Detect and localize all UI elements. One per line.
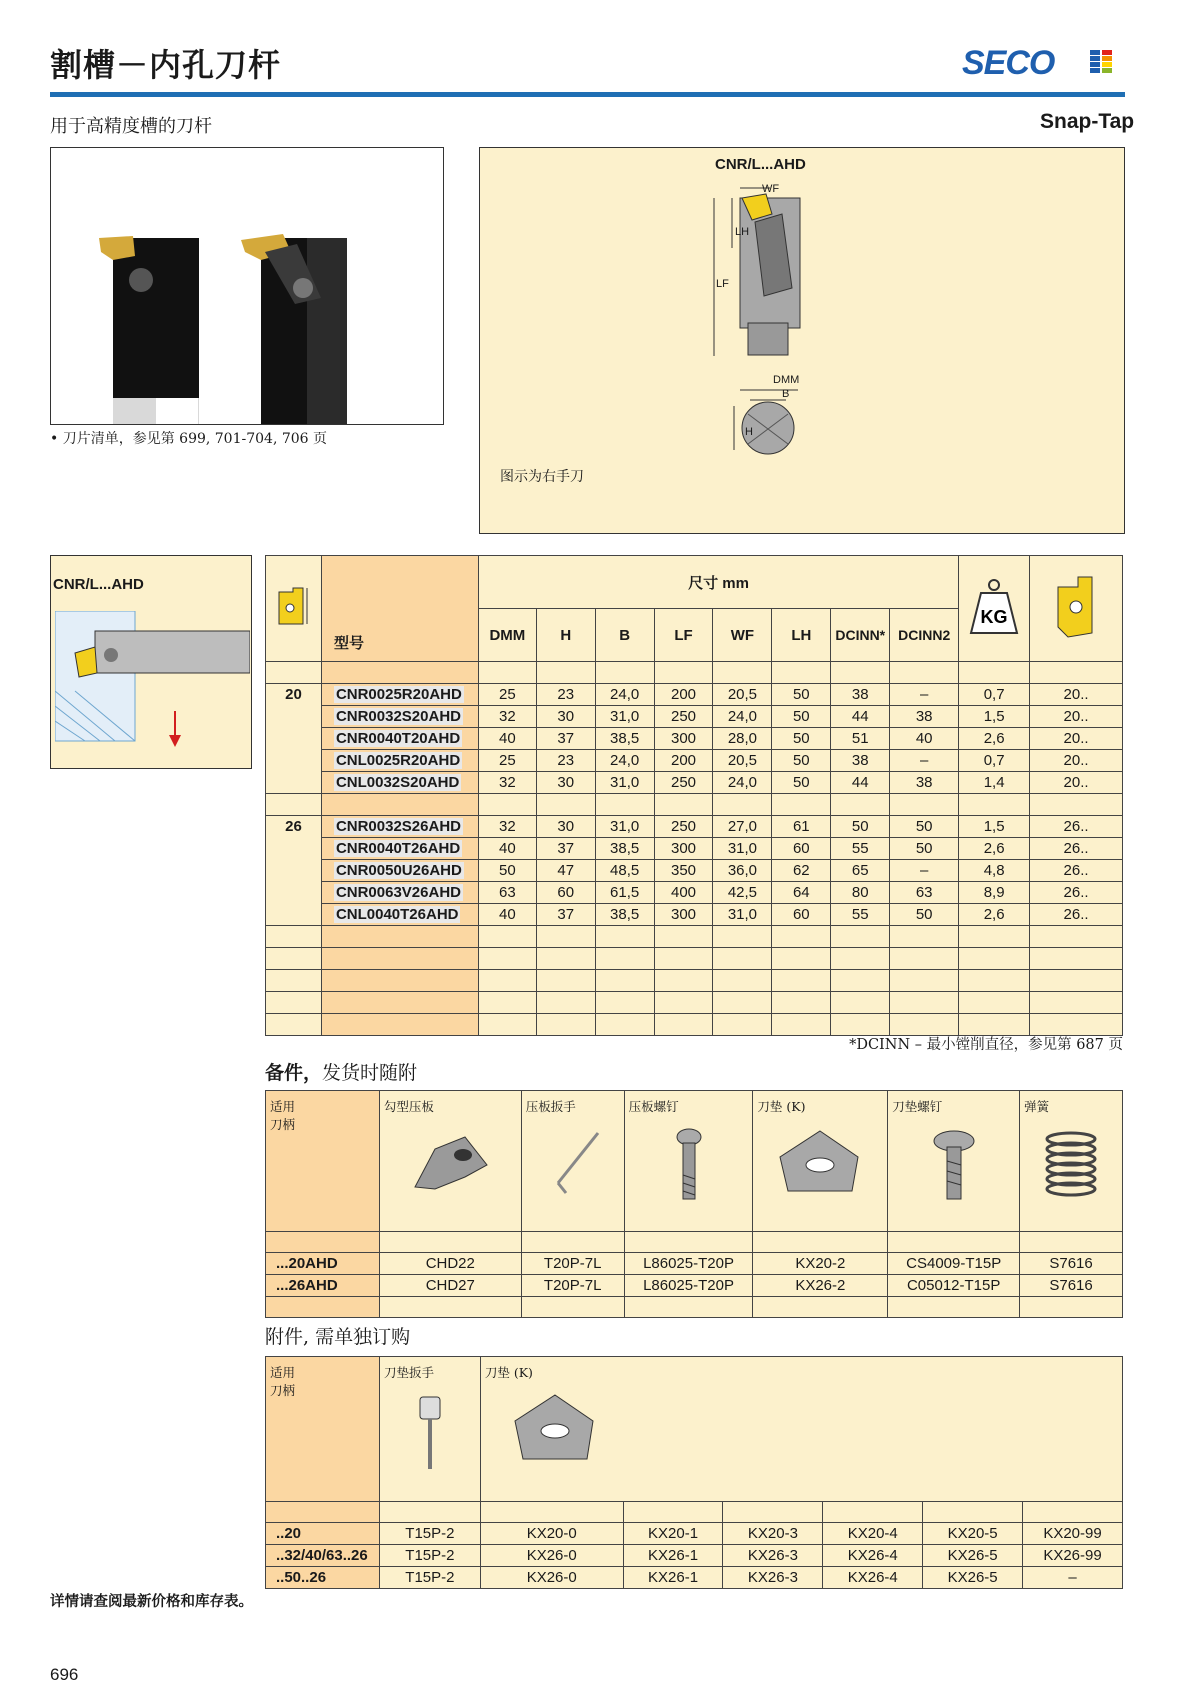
model-cell <box>321 706 478 728</box>
weight-header <box>959 556 1030 662</box>
table-row <box>266 860 1123 882</box>
spares-header-clamp <box>379 1091 521 1232</box>
value-cell: 20,5 <box>713 750 772 772</box>
part-number-cell: KX26-2 <box>753 1275 888 1297</box>
product-line-label: Snap-Tap <box>1040 110 1135 133</box>
shim-screw-label: 刀垫螺钉 <box>892 1099 943 1114</box>
value-cell: 51 <box>831 728 890 750</box>
value-cell: 62 <box>772 860 831 882</box>
value-cell: 24,0 <box>713 772 772 794</box>
value-cell: 26.. <box>1030 838 1123 860</box>
value-cell: 250 <box>654 772 713 794</box>
part-number-cell: KX26-4 <box>823 1545 923 1567</box>
value-cell: 40 <box>478 728 536 750</box>
dim-lh: LH <box>735 226 750 238</box>
weight-icon <box>969 575 1019 639</box>
part-number-cell: – <box>1023 1567 1123 1589</box>
value-cell: 50 <box>772 772 831 794</box>
part-number-cell: CS4009-T15P <box>888 1253 1020 1275</box>
value-cell: 65 <box>831 860 890 882</box>
mini-diagram-label: CNR/L...AHD <box>53 576 144 593</box>
model-cell <box>321 728 478 750</box>
spares-title <box>265 1058 417 1085</box>
value-cell: 26.. <box>1030 904 1123 926</box>
value-cell: 38,5 <box>595 838 654 860</box>
insert-size-icon <box>275 584 311 630</box>
value-cell: 200 <box>654 750 713 772</box>
model-code: CNL0040T26AHD <box>335 906 459 923</box>
table-row <box>266 1275 1123 1297</box>
value-cell: 2,6 <box>959 904 1030 926</box>
model-code: CNL0025R20AHD <box>335 752 461 769</box>
clamp-screw-icon <box>669 1127 709 1203</box>
value-cell: 50 <box>890 904 959 926</box>
value-cell: 31,0 <box>595 816 654 838</box>
value-cell: 50 <box>478 860 536 882</box>
part-number-cell: KX20-2 <box>753 1253 888 1275</box>
table-row <box>266 1523 1123 1545</box>
table-row <box>266 904 1123 926</box>
accessories-header-holder: 适用 刀柄 <box>266 1357 380 1502</box>
part-number-cell: T20P-7L <box>521 1275 624 1297</box>
part-number-cell: T15P-2 <box>379 1567 480 1589</box>
spares-header-shim <box>753 1091 888 1232</box>
insert-type-header <box>1030 556 1123 662</box>
value-cell: 36,0 <box>713 860 772 882</box>
value-cell: 24,0 <box>595 750 654 772</box>
model-code: CNR0032S20AHD <box>335 708 461 725</box>
clamp-key-icon <box>538 1127 608 1197</box>
model-cell <box>321 904 478 926</box>
value-cell: 0,7 <box>959 684 1030 706</box>
part-number-cell: KX20-4 <box>823 1523 923 1545</box>
model-code: CNR0040T26AHD <box>335 840 461 857</box>
value-cell: 250 <box>654 816 713 838</box>
dim-dmm: DMM <box>773 374 800 386</box>
value-cell: 40 <box>478 838 536 860</box>
part-number-cell: KX26-1 <box>623 1545 723 1567</box>
value-cell: 26.. <box>1030 860 1123 882</box>
shim-key-label: 刀垫扳手 <box>383 1365 434 1380</box>
model-cell <box>321 860 478 882</box>
value-cell: 32 <box>478 772 536 794</box>
col-header: LF <box>654 609 713 662</box>
part-number-cell: T15P-2 <box>379 1545 480 1567</box>
col-header: DCINN* <box>831 609 890 662</box>
part-number-cell: KX26-4 <box>823 1567 923 1589</box>
value-cell: 20.. <box>1030 750 1123 772</box>
value-cell: 1,5 <box>959 816 1030 838</box>
value-cell: 24,0 <box>713 706 772 728</box>
value-cell: 50 <box>890 816 959 838</box>
brand-logo-mark-icon <box>1090 50 1112 74</box>
part-number-cell: KX20-99 <box>1023 1523 1123 1545</box>
value-cell: – <box>890 860 959 882</box>
value-cell: 50 <box>772 706 831 728</box>
model-header: 型号 <box>321 556 478 662</box>
col-header: DCINN2 <box>890 609 959 662</box>
value-cell: 32 <box>478 816 536 838</box>
value-cell: 2,6 <box>959 728 1030 750</box>
part-number-cell: KX26-0 <box>480 1545 623 1567</box>
value-cell: 50 <box>890 838 959 860</box>
tool-dimension-drawing-icon <box>700 178 900 478</box>
value-cell: 30 <box>536 816 595 838</box>
table-row <box>266 706 1123 728</box>
pricing-note: 详情请查阅最新价格和库存表。 <box>50 1593 253 1610</box>
technical-diagram-panel <box>479 147 1125 534</box>
model-code: CNR0063V26AHD <box>335 884 461 901</box>
value-cell: 1,4 <box>959 772 1030 794</box>
spares-header-spring <box>1020 1091 1123 1232</box>
holder-cell: ...26AHD <box>266 1275 380 1297</box>
value-cell: 61,5 <box>595 882 654 904</box>
value-cell: 38,5 <box>595 728 654 750</box>
value-cell: 38 <box>831 684 890 706</box>
value-cell: 40 <box>890 728 959 750</box>
value-cell: 80 <box>831 882 890 904</box>
value-cell: 300 <box>654 728 713 750</box>
value-cell: – <box>890 750 959 772</box>
header-rule <box>50 92 1125 97</box>
value-cell: 60 <box>536 882 595 904</box>
value-cell: 37 <box>536 838 595 860</box>
value-cell: 55 <box>831 838 890 860</box>
model-code: CNL0032S20AHD <box>335 774 460 791</box>
part-number-cell: L86025-T20P <box>624 1275 753 1297</box>
col-header: DMM <box>478 609 536 662</box>
table-row <box>266 750 1123 772</box>
value-cell: 200 <box>654 684 713 706</box>
brand-logo: SECO <box>962 44 1055 82</box>
value-cell: 20.. <box>1030 706 1123 728</box>
value-cell: 38 <box>890 772 959 794</box>
part-number-cell: S7616 <box>1020 1275 1123 1297</box>
value-cell: 20.. <box>1030 772 1123 794</box>
accessories-header-shim-key <box>379 1357 480 1502</box>
col-header: H <box>536 609 595 662</box>
page-number: 696 <box>50 1665 79 1684</box>
shim-key-icon <box>410 1393 450 1473</box>
clamp-key-label: 压板扳手 <box>525 1099 576 1114</box>
value-cell: 25 <box>478 684 536 706</box>
diagram-caption: 图示为右手刀 <box>500 469 584 485</box>
accessories-header-shim <box>480 1357 1122 1502</box>
part-number-cell: KX26-3 <box>723 1567 823 1589</box>
table-row <box>266 816 1123 838</box>
value-cell: 24,0 <box>595 684 654 706</box>
insert-type-icon <box>1054 573 1098 641</box>
diagram-label: CNR/L...AHD <box>715 156 806 173</box>
spares-header-holder: 适用 刀柄 <box>266 1091 380 1232</box>
value-cell: 55 <box>831 904 890 926</box>
value-cell: 23 <box>536 684 595 706</box>
value-cell: 23 <box>536 750 595 772</box>
product-photo <box>50 147 444 425</box>
part-number-cell: KX26-3 <box>723 1545 823 1567</box>
part-number-cell: KX26-0 <box>480 1567 623 1589</box>
value-cell: 31,0 <box>595 706 654 728</box>
part-number-cell: L86025-T20P <box>624 1253 753 1275</box>
spares-title-rest: 发货时随附 <box>322 1062 418 1084</box>
col-header: WF <box>713 609 772 662</box>
holder-cell: ..32/40/63..26 <box>266 1545 380 1567</box>
value-cell: 50 <box>772 684 831 706</box>
table-row <box>266 1567 1123 1589</box>
value-cell: 31,0 <box>595 772 654 794</box>
spares-title-bold: 备件， <box>265 1062 323 1084</box>
dim-wf: WF <box>762 183 780 195</box>
boring-bar-photo-icon <box>51 148 443 424</box>
value-cell: 37 <box>536 728 595 750</box>
part-number-cell: S7616 <box>1020 1253 1123 1275</box>
page-title: 割槽－内孔刀杆 <box>50 46 282 84</box>
value-cell: 250 <box>654 706 713 728</box>
value-cell: 31,0 <box>713 904 772 926</box>
model-cell <box>321 882 478 904</box>
part-number-cell: KX26-99 <box>1023 1545 1123 1567</box>
boring-application-icon <box>55 611 250 751</box>
value-cell: 63 <box>478 882 536 904</box>
weight-label: KG <box>980 606 1008 627</box>
value-cell: 50 <box>772 728 831 750</box>
spring-icon <box>1041 1127 1101 1203</box>
shim-icon <box>772 1127 868 1197</box>
accessories-table <box>265 1356 1123 1589</box>
value-cell: 31,0 <box>713 838 772 860</box>
value-cell: 42,5 <box>713 882 772 904</box>
value-cell: 8,9 <box>959 882 1030 904</box>
value-cell: 2,6 <box>959 838 1030 860</box>
value-cell: 48,5 <box>595 860 654 882</box>
size-group-header: 尺寸 mm <box>478 556 958 609</box>
part-number-cell: KX20-0 <box>480 1523 623 1545</box>
col-header: B <box>595 609 654 662</box>
table-row <box>266 838 1123 860</box>
page-subtitle: 用于高精度槽的刀杆 <box>50 116 212 137</box>
value-cell: 50 <box>772 750 831 772</box>
table-row <box>266 684 1123 706</box>
model-code: CNR0025R20AHD <box>335 686 462 703</box>
part-number-cell: CHD22 <box>379 1253 521 1275</box>
value-cell: 28,0 <box>713 728 772 750</box>
model-cell <box>321 838 478 860</box>
value-cell: 350 <box>654 860 713 882</box>
model-cell <box>321 750 478 772</box>
holder-cell: ...20AHD <box>266 1253 380 1275</box>
value-cell: 1,5 <box>959 706 1030 728</box>
value-cell: 0,7 <box>959 750 1030 772</box>
value-cell: 26.. <box>1030 882 1123 904</box>
dim-h: H <box>745 426 753 438</box>
table-row <box>266 1545 1123 1567</box>
application-diagram-panel <box>50 555 252 769</box>
part-number-cell: KX20-3 <box>723 1523 823 1545</box>
model-code: CNR0040T20AHD <box>335 730 461 747</box>
value-cell: 38,5 <box>595 904 654 926</box>
value-cell: 47 <box>536 860 595 882</box>
model-cell <box>321 816 478 838</box>
shim-screw-icon <box>929 1127 979 1203</box>
value-cell: 30 <box>536 706 595 728</box>
spares-header-clamp-key <box>521 1091 624 1232</box>
value-cell: 44 <box>831 706 890 728</box>
insert-size-cell: 26 <box>266 816 322 926</box>
spares-header-clamp-screw <box>624 1091 753 1232</box>
table-row <box>266 772 1123 794</box>
model-code: CNR0050U26AHD <box>335 862 462 879</box>
product-table <box>265 555 1123 1036</box>
spring-label: 弹簧 <box>1024 1099 1050 1114</box>
value-cell: 60 <box>772 904 831 926</box>
acc-shim-label: 刀垫 (K) <box>484 1365 533 1380</box>
table-row <box>266 728 1123 750</box>
value-cell: 300 <box>654 838 713 860</box>
model-cell <box>321 772 478 794</box>
value-cell: 300 <box>654 904 713 926</box>
part-number-cell: KX26-5 <box>923 1567 1023 1589</box>
insert-reference-note: • 刀片清单，参见第 699, 701-704, 706 页 <box>50 431 328 447</box>
value-cell: 27,0 <box>713 816 772 838</box>
value-cell: – <box>890 684 959 706</box>
shim-label: 刀垫 (K) <box>757 1099 806 1114</box>
value-cell: 38 <box>831 750 890 772</box>
clamp-label: 勾型压板 <box>383 1099 434 1114</box>
part-number-cell: KX20-1 <box>623 1523 723 1545</box>
part-number-cell: C05012-T15P <box>888 1275 1020 1297</box>
part-number-cell: KX26-5 <box>923 1545 1023 1567</box>
value-cell: 38 <box>890 706 959 728</box>
value-cell: 50 <box>831 816 890 838</box>
value-cell: 4,8 <box>959 860 1030 882</box>
part-number-cell: CHD27 <box>379 1275 521 1297</box>
value-cell: 44 <box>831 772 890 794</box>
part-number-cell: KX20-5 <box>923 1523 1023 1545</box>
spares-table <box>265 1090 1123 1318</box>
clamp-icon <box>405 1127 495 1197</box>
holder-cell: ..20 <box>266 1523 380 1545</box>
spares-header-shim-screw <box>888 1091 1020 1232</box>
value-cell: 60 <box>772 838 831 860</box>
value-cell: 20.. <box>1030 728 1123 750</box>
value-cell: 30 <box>536 772 595 794</box>
value-cell: 40 <box>478 904 536 926</box>
model-code: CNR0032S26AHD <box>335 818 461 835</box>
value-cell: 20.. <box>1030 684 1123 706</box>
holder-cell: ..50..26 <box>266 1567 380 1589</box>
insert-size-icon-cell <box>266 556 322 662</box>
value-cell: 64 <box>772 882 831 904</box>
value-cell: 37 <box>536 904 595 926</box>
table-row <box>266 1253 1123 1275</box>
value-cell: 25 <box>478 750 536 772</box>
value-cell: 61 <box>772 816 831 838</box>
part-number-cell: KX26-1 <box>623 1567 723 1589</box>
value-cell: 400 <box>654 882 713 904</box>
part-number-cell: T20P-7L <box>521 1253 624 1275</box>
value-cell: 63 <box>890 882 959 904</box>
insert-size-cell: 20 <box>266 684 322 794</box>
value-cell: 32 <box>478 706 536 728</box>
acc-shim-icon <box>507 1391 603 1467</box>
dim-b: B <box>782 388 790 400</box>
clamp-screw-label: 压板螺钉 <box>628 1099 679 1114</box>
model-cell <box>321 684 478 706</box>
part-number-cell: T15P-2 <box>379 1523 480 1545</box>
dcinn-footnote: *DCINN – 最小镗削直径，参见第 687 页 <box>849 1037 1123 1053</box>
value-cell: 20,5 <box>713 684 772 706</box>
col-header: LH <box>772 609 831 662</box>
dim-lf: LF <box>716 278 729 290</box>
table-row <box>266 882 1123 904</box>
accessories-title: 附件, 需单独订购 <box>265 1326 411 1348</box>
value-cell: 26.. <box>1030 816 1123 838</box>
